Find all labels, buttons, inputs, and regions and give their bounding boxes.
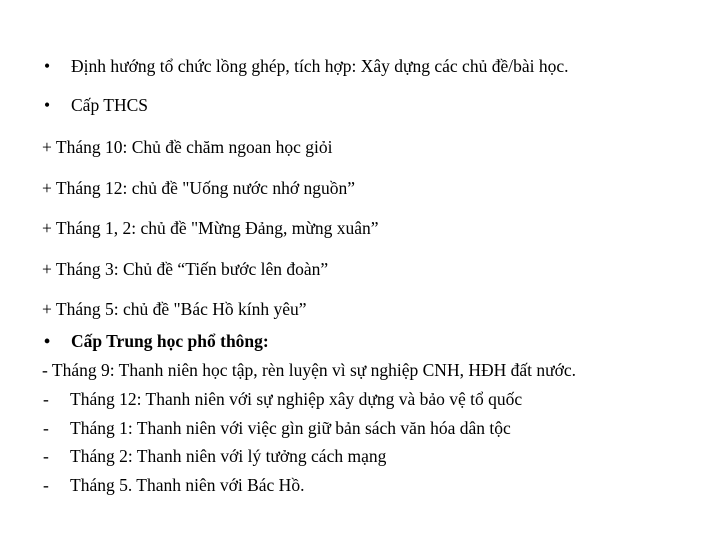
bullet-icon: • [44, 331, 51, 351]
dash-text: Tháng 5. Thanh niên với Bác Hồ. [70, 475, 305, 495]
bullet-icon: • [44, 95, 51, 115]
dash-text: Tháng 12: Thanh niên với sự nghiệp xây dựng và bảo vệ tổ quốc [70, 389, 523, 409]
dash-marker: - [43, 446, 49, 466]
bullet-text: Định hướng tổ chức lồng ghép, tích hợp: Xây dựng các chủ đề/bài học. [71, 56, 569, 76]
bullet-icon: • [44, 56, 51, 76]
thcs-month-1-2: + Tháng 1, 2: chủ đề "Mừng Đảng, mừng xuân” [42, 218, 379, 238]
dash-text: Tháng 2: Thanh niên với lý tưởng cách mạng [70, 446, 387, 466]
dash-marker: - [43, 418, 49, 438]
dash-text: Tháng 1: Thanh niên với việc gìn giữ bản sách văn hóa dân tộc [70, 418, 511, 438]
thcs-month-10: + Tháng 10: Chủ đề chăm ngoan học giỏi [42, 137, 333, 157]
dash-marker: - [43, 475, 49, 495]
bullet-text: Cấp THCS [71, 95, 148, 115]
thcs-month-5: + Tháng 5: chủ đề "Bác Hồ kính yêu” [42, 299, 307, 319]
thpt-month-9: - Tháng 9: Thanh niên học tập, rèn luyện vì sự nghiệp CNH, HĐH đất nước. [42, 360, 577, 380]
thcs-month-12: + Tháng 12: chủ đề "Uống nước nhớ nguồn” [42, 178, 355, 198]
thcs-month-3: + Tháng 3: Chủ đề “Tiến bước lên đoàn” [42, 259, 329, 279]
dash-marker: - [43, 389, 49, 409]
bullet-text: Cấp Trung học phổ thông: [71, 331, 269, 351]
